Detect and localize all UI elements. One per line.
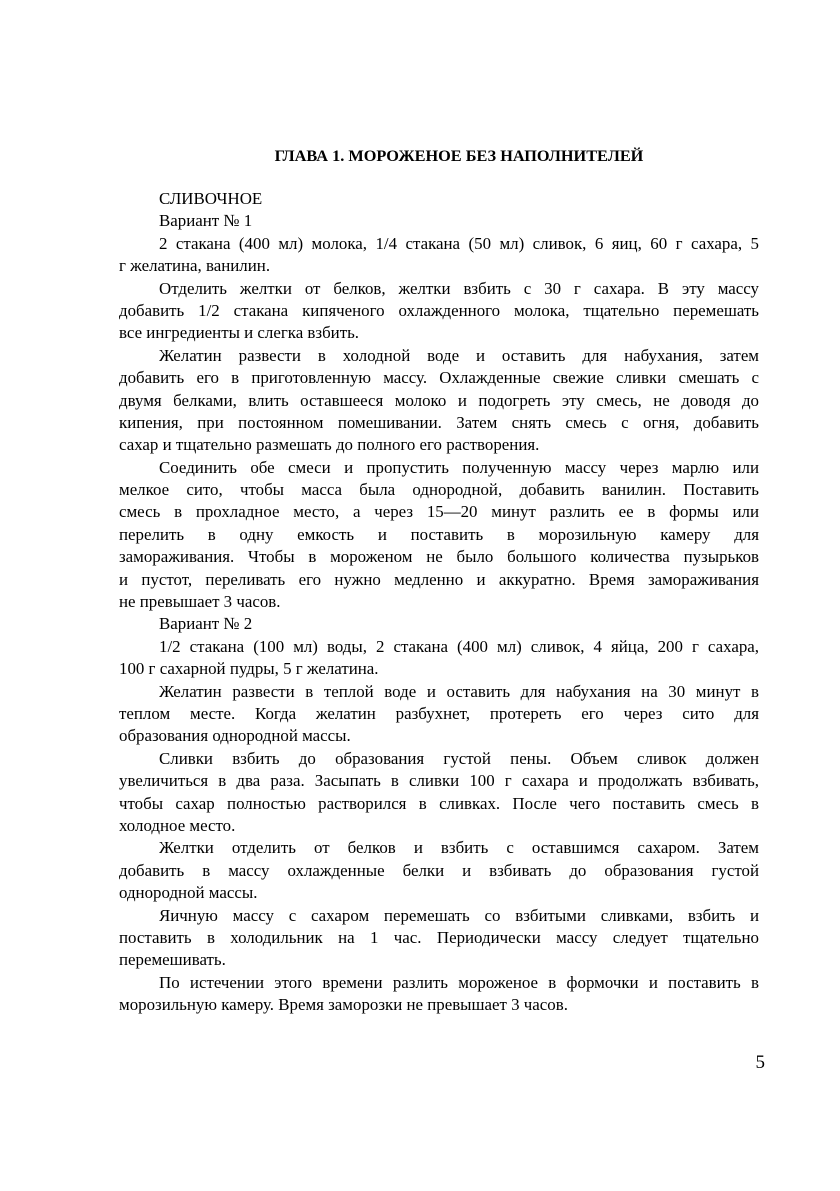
text-line: 2 стакана (400 мл) молока, 1/4 стакана (50 мл) сливок, 6 яиц, 60 г сахара, 5: [159, 233, 759, 253]
text-line: 100 г сахарной пудры, 5 г желатина.: [119, 659, 379, 679]
text-line: Желатин развести в холодной воде и оставить для набухания, затем: [159, 345, 759, 365]
text-line: По истечении этого времени разлить мороженое в формочки и поставить в: [159, 972, 759, 992]
text-line: поставить в холодильник на 1 час. Периодически массу следует тщательно: [119, 927, 759, 947]
text-line: Сливки взбить до образования густой пены. Объем сливок должен: [159, 748, 759, 768]
text-line: г желатина, ванилин.: [119, 256, 271, 276]
text-line: теплом месте. Когда желатин разбухнет, протереть его через сито для: [119, 703, 759, 723]
text-line: добавить 1/2 стакана кипяченого охлажденного молока, тщательно перемешать: [119, 300, 759, 320]
text-line: Желтки отделить от белков и взбить с оставшимся сахаром. Затем: [159, 838, 759, 858]
text-line: перемешивать.: [119, 950, 226, 970]
paragraph-ingredients: [119, 636, 759, 681]
paragraph: [119, 457, 759, 614]
paragraph: [119, 748, 759, 838]
text-line: однородной массы.: [119, 883, 258, 903]
text-line: Отделить желтки от белков, желтки взбить с 30 г сахара. В эту массу: [159, 278, 759, 298]
text-line: холодное место.: [119, 815, 236, 835]
text-line: добавить его в приготовленную массу. Охлажденные свежие сливки смешать с: [119, 368, 759, 388]
text-line: двумя белками, влить оставшееся молоко и подогреть эту смесь, не доводя до: [119, 390, 759, 410]
text-line: мелкое сито, чтобы масса была однородной, добавить ванилин. Поставить: [119, 480, 759, 500]
text-line: кипения, при постоянном помешивании. Затем снять смесь с огня, добавить: [119, 412, 759, 432]
paragraph: [119, 681, 759, 748]
section-title: СЛИВОЧНОЕ: [159, 189, 263, 208]
text-line: замораживания. Чтобы в мороженом не было большого количества пузырьков: [119, 547, 759, 567]
text-line: Соединить обе смеси и пропустить полученную массу через марлю или: [159, 457, 759, 477]
paragraph: [119, 905, 759, 972]
paragraph: [119, 345, 759, 457]
text-line: сахар и тщательно размешать до полного его растворения.: [119, 435, 540, 455]
text-line: не превышает 3 часов.: [119, 592, 281, 612]
text-line: Яичную массу с сахаром перемешать со взбитыми сливками, взбить и: [159, 905, 759, 925]
text-line: Желатин развести в теплой воде и оставить для набухания на 30 минут в: [159, 681, 759, 701]
text-line: образования однородной массы.: [119, 726, 351, 746]
text-line: перелить в одну емкость и поставить в морозильную камеру для: [119, 524, 759, 544]
variant-heading: Вариант № 2: [159, 614, 253, 634]
paragraph: [119, 278, 759, 345]
text-line: все ингредиенты и слегка взбить.: [119, 323, 360, 343]
chapter-title: ГЛАВА 1. МОРОЖЕНОЕ БЕЗ НАПОЛНИТЕЛЕЙ: [274, 146, 644, 165]
page-number: 5: [755, 1052, 765, 1073]
text-line: увеличиться в два раза. Засыпать в сливки 100 г сахара и продолжать взбивать,: [119, 771, 759, 791]
text-line: чтобы сахар полностью растворился в сливках. После чего поставить смесь в: [119, 793, 759, 813]
paragraph: [119, 837, 759, 904]
variant-heading: Вариант № 1: [159, 211, 253, 231]
text-line: морозильную камеру. Время заморозки не превышает 3 часов.: [119, 995, 568, 1015]
text-line: 1/2 стакана (100 мл) воды, 2 стакана (400 мл) сливок, 4 яйца, 200 г сахара,: [159, 636, 759, 656]
text-line: добавить в массу охлажденные белки и взбивать до образования густой: [119, 860, 759, 880]
text-line: и пустот, переливать его нужно медленно и аккуратно. Время замораживания: [119, 569, 759, 589]
paragraph-ingredients: [119, 233, 759, 278]
recipe-body: [119, 188, 759, 1016]
paragraph: [119, 972, 759, 1017]
text-line: смесь в прохладное место, а через 15—20 минут разлить ее в формы или: [119, 502, 759, 522]
